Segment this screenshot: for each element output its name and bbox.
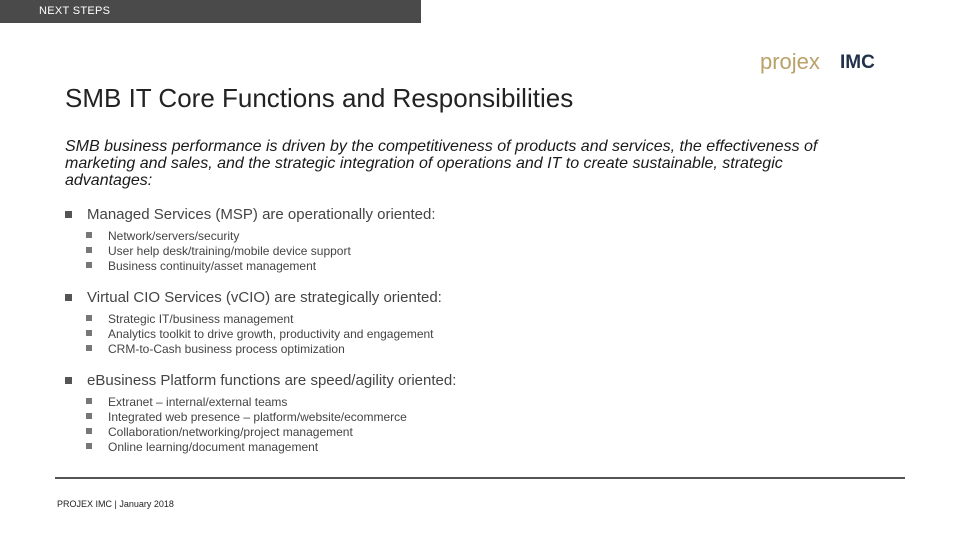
header-tab-label: NEXT STEPS xyxy=(39,5,111,17)
square-bullet-icon xyxy=(86,247,92,253)
section-heading-text: eBusiness Platform functions are speed/agility oriented: xyxy=(87,372,457,389)
logo-part-projex: projex xyxy=(760,50,820,74)
footer-text: PROJEX IMC | January 2018 xyxy=(57,499,174,509)
square-bullet-icon xyxy=(86,345,92,351)
logo-part-imc: IMC xyxy=(840,52,875,73)
square-bullet-icon xyxy=(86,315,92,321)
square-bullet-icon xyxy=(86,232,92,238)
square-bullet-icon xyxy=(65,377,72,384)
square-bullet-icon xyxy=(65,294,72,301)
footer-divider xyxy=(55,477,905,479)
header-tab xyxy=(0,0,421,23)
section-heading-text: Virtual CIO Services (vCIO) are strategically oriented: xyxy=(87,289,442,306)
section-heading-text: Managed Services (MSP) are operationally oriented: xyxy=(87,206,436,223)
square-bullet-icon xyxy=(86,398,92,404)
projex-imc-logo xyxy=(760,50,908,74)
square-bullet-icon xyxy=(86,330,92,336)
square-bullet-icon xyxy=(86,413,92,419)
square-bullet-icon xyxy=(86,428,92,434)
square-bullet-icon xyxy=(65,211,72,218)
page-title: SMB IT Core Functions and Responsibilities xyxy=(65,83,574,113)
square-bullet-icon xyxy=(86,262,92,268)
intro-text: SMB business performance is driven by the competitiveness of products and services, the effectiveness of marketing and sales, and the strategic integration of operations and IT to create sustainable, strategic advantages: xyxy=(65,138,818,189)
square-bullet-icon xyxy=(86,443,92,449)
